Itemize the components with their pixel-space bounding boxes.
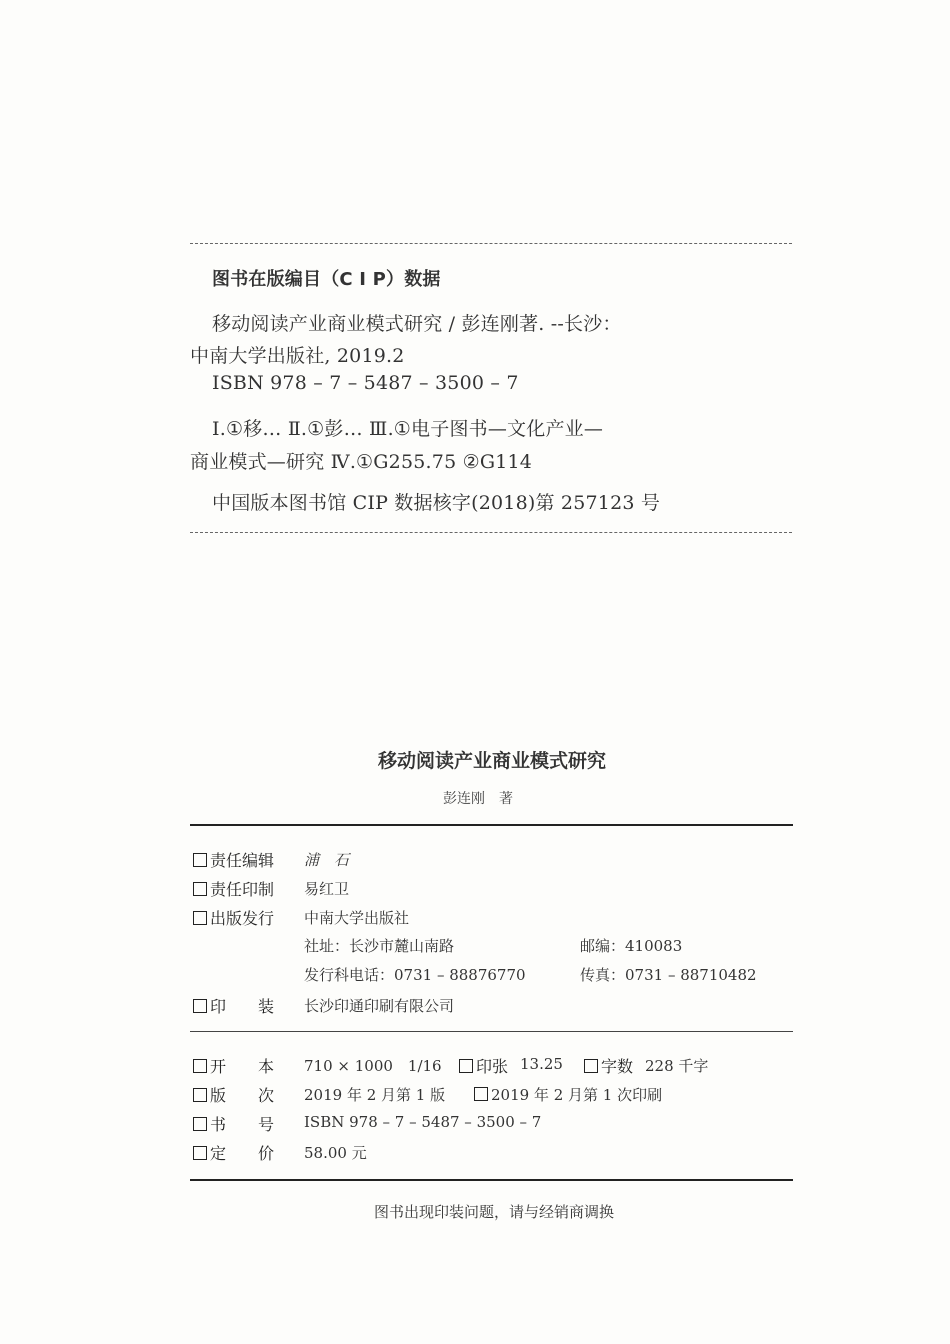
print-supervisor-value: 易红卫	[304, 880, 350, 898]
cip-isbn-line: ISBN 978 – 7 – 5487 – 3500 – 7	[212, 372, 519, 394]
printer-value: 长沙印通印刷有限公司	[304, 997, 455, 1015]
cip-check-number: 中国版本图书馆 CIP 数据核字(2018)第 257123 号	[212, 492, 661, 514]
checkbox-icon	[193, 1088, 207, 1102]
cip-title-line: 移动阅读产业商业模式研究 / 彭连刚著. --长沙：	[212, 313, 622, 335]
checkbox-icon	[584, 1059, 598, 1073]
publisher-phone: 发行科电话：0731 – 88876770	[304, 966, 526, 984]
specs-bottom-rule	[190, 1179, 793, 1181]
book-author: 彭连刚 著	[443, 791, 513, 807]
printing-value: 2019 年 2 月第 1 次印刷	[474, 1084, 662, 1105]
editor-label: 责任编辑	[193, 848, 274, 871]
cip-heading: 图书在版编目（C I P）数据	[212, 269, 441, 290]
checkbox-icon	[193, 999, 207, 1013]
checkbox-icon	[459, 1059, 473, 1073]
checkbox-icon	[193, 853, 207, 867]
cip-bottom-rule	[190, 532, 792, 533]
publisher-postcode: 邮编：410083	[580, 937, 683, 955]
sheets-label: 印张	[459, 1054, 508, 1077]
publisher-address: 社址：长沙市麓山南路	[304, 937, 455, 955]
isbn-value: ISBN 978 – 7 – 5487 – 3500 – 7	[304, 1113, 542, 1131]
price-value: 58.00 元	[304, 1144, 367, 1162]
sheets-value: 13.25	[520, 1055, 563, 1073]
publisher-value: 中南大学出版社	[304, 909, 410, 927]
cip-publisher-line: 中南大学出版社, 2019.2	[190, 345, 405, 367]
checkbox-icon	[474, 1087, 488, 1101]
publisher-fax: 传真：0731 – 88710482	[580, 966, 757, 984]
checkbox-icon	[193, 882, 207, 896]
format-label: 开 本	[193, 1054, 274, 1077]
printer-label: 印 装	[193, 994, 274, 1017]
print-quality-notice: 图书出现印装问题，请与经销商调换	[373, 1203, 614, 1221]
cip-top-rule	[190, 243, 792, 244]
words-value: 228 千字	[645, 1057, 709, 1075]
format-value: 710 × 1000 1/16	[304, 1057, 442, 1075]
edition-value: 2019 年 2 月第 1 版	[304, 1086, 446, 1104]
checkbox-icon	[193, 1146, 207, 1160]
book-title: 移动阅读产业商业模式研究	[377, 750, 606, 772]
price-label: 定 价	[193, 1141, 274, 1164]
checkbox-icon	[193, 911, 207, 925]
credits-top-rule	[190, 824, 793, 826]
cip-classification-line-2: 商业模式—研究 Ⅳ.①G255.75 ②G114	[190, 451, 533, 473]
isbn-label: 书 号	[193, 1112, 274, 1135]
print-supervisor-label: 责任印制	[193, 877, 274, 900]
editor-value: 浦 石	[304, 851, 350, 869]
edition-label: 版 次	[193, 1083, 274, 1106]
publisher-label: 出版发行	[193, 906, 274, 929]
checkbox-icon	[193, 1117, 207, 1131]
words-label: 字数	[584, 1054, 633, 1077]
cip-classification-line-1: Ⅰ.①移… Ⅱ.①彭… Ⅲ.①电子图书—文化产业—	[212, 418, 604, 440]
specs-top-rule	[190, 1031, 793, 1032]
checkbox-icon	[193, 1059, 207, 1073]
